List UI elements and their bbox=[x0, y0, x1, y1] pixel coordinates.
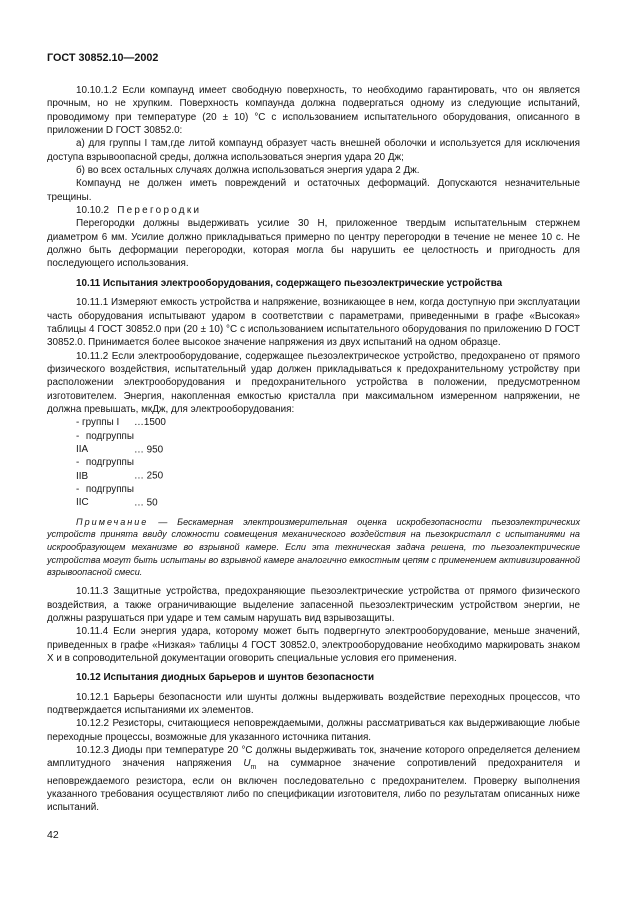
note-text: — Бескамерная электроизмерительная оценка искробезопасности пьезоэлектрических устройств принята ввиду сложности совмещения механического воздействия на пьезокристалл с испытаниями на искрообразующем механизме во взрывной камере. Если эта техническая задача решена, то пьезоэлектрические устройства могут быть испытаны во взрывной камере аналогично емкостным цепям с применением активизированной взрывоопасной смеси. bbox=[47, 516, 580, 578]
section-10-12-title: 10.12 Испытания диодных барьеров и шунтов безопасности bbox=[76, 672, 375, 684]
list-item: - группы I …1500 bbox=[76, 417, 166, 429]
list-item: - подгруппы IIA … 950 bbox=[76, 430, 164, 455]
heading-number: 10.10.2 bbox=[76, 205, 109, 217]
heading-title: Перегородки bbox=[117, 205, 202, 217]
paragraph-compound: Компаунд не должен иметь повреждений и остаточных деформаций. Допускаются незначительные трещины. bbox=[47, 178, 580, 203]
paragraph-10-10-1-2: 10.10.1.2 Если компаунд имеет свободную поверхность, то необходимо гарантировать, что он является прочным, но не хрупким. Поверхность компаунда должна подвергаться одному из следующие испытаний, проводимому при температуре (20 ± 10) °С с использованием испытательного оборудования, описанного в приложении D ГОСТ 30852.0: bbox=[47, 85, 580, 137]
voltage-subscript: m bbox=[250, 764, 257, 772]
paragraph-10-12-2: 10.12.2 Резисторы, считающиеся неповреждаемыми, должны рассматриваться как выдерживающие любые переходные процессы, возможные для указанного источника питания. bbox=[47, 718, 580, 743]
item-b: б) во всех остальных случаях должна использоваться энергия удара 2 Дж. bbox=[76, 165, 420, 177]
paragraph-10-12-1: 10.12.1 Барьеры безопасности или шунты должны выдерживать воздействие переходных процессов, что подтверждается испытаниями их элементов. bbox=[47, 691, 580, 716]
section-10-11-title: 10.11 Испытания электрооборудования, содержащего пьезоэлектрические устройства bbox=[76, 277, 503, 289]
paragraph-10-11-4: 10.11.4 Если энергия удара, которому может быть подвергнуто электрооборудование, меньше значений, приведенных в графе «Низкая» таблицы 4 ГОСТ 30852.0, электрооборудование необходимо маркировать знаком Х и в сопроводительной документации оговорить специальные условия его применения. bbox=[47, 626, 580, 664]
standard-header: ГОСТ 30852.10—2002 bbox=[47, 52, 159, 64]
paragraph-10-11-1: 10.11.1 Измеряют емкость устройства и напряжение, возникающее в нем, когда доступную при эксплуатации часть оборудования испытывают ударом в соответствии с параметрами, приведенными в графе «Высокая» таблицы 4 ГОСТ 30852.0 при (20 ± 10) °С с использованием испытательного оборудования по приложению D ГОСТ 30852.0. Принимается более высокое значение напряжения из двух испытаний на одном образце. bbox=[47, 297, 580, 349]
heading-10-10-2 bbox=[47, 204, 580, 217]
list-item: - подгруппы IIB … 250 bbox=[76, 457, 164, 482]
list-item: - подгруппы IIC … 50 bbox=[76, 483, 158, 509]
energy-list bbox=[47, 416, 580, 509]
paragraph-10-11-3: 10.11.3 Защитные устройства, предохраняющие пьезоэлектрические устройства от прямого физического воздействия, а также ограничивающие выделение запасенной пьезоэлектрическим устройством энергии, не должны разрушаться при ударе и тем самым нарушать вид взрывозащиты. bbox=[47, 586, 580, 624]
paragraph-partitions: Перегородки должны выдерживать усилие 30 Н, приложенное твердым испытательным стержнем диаметром 6 мм. Усилие должно прикладываться примерно по центру перегородки в течение не менее 10 с. Не должно быть деформации перегородки, которая могла бы нарушить ее целостность и пригодность для последующего использования. bbox=[47, 218, 580, 270]
page-number: 42 bbox=[47, 829, 59, 841]
voltage-symbol: U bbox=[243, 758, 251, 770]
note-label: Примечание bbox=[76, 516, 149, 527]
document-body bbox=[47, 84, 580, 815]
paragraph-10-11-2: 10.11.2 Если электрооборудование, содержащее пьезоэлектрическое устройство, предохранено от прямого физического воздействия, испытательный удар должен прикладываться к предохранительному устройству при расположении электрооборудования и предохранительного устройства в положении, предусмотренном изготовителем. Энергия, накопленная емкостью кристалла при максимальном измеренном напряжении, не должна превышать, мкДж, для электрооборудования: bbox=[47, 350, 580, 415]
note bbox=[47, 516, 580, 580]
paragraph-10-12-3: 10.12.3 Диоды при температуре 20 °С должны выдерживать ток, значение которого определяется делением амплитудного значения напряжения $U_m$ на суммарное значение сопротивлений предохранителя и неповреждаемого резистора, если он включен последовательно с предохранителем. Проверку выполнения указанного требования осуществляют либо по спецификации изготовителя, либо по результатам описанных ниже испытаний. bbox=[47, 744, 580, 814]
item-a: а) для группы I там,где литой компаунд образует часть внешней оболочки и используется для исключения доступа взрывоопасной среды, должна использоваться энергия удара 20 Дж; bbox=[47, 138, 580, 163]
